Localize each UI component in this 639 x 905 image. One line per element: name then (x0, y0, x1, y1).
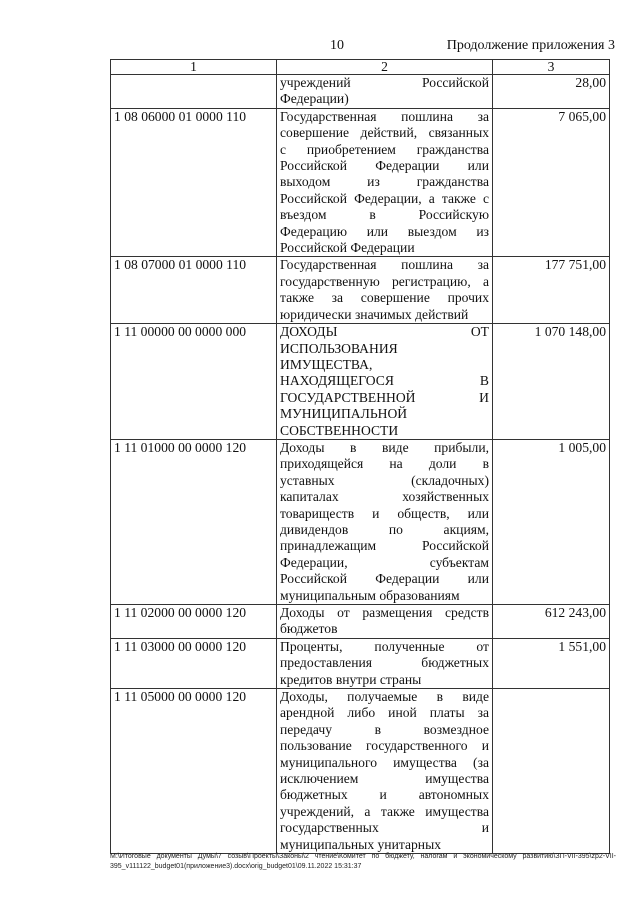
description-cell (277, 638, 493, 688)
description-line: бюджетных и автономных (280, 787, 489, 803)
description-line: выходом из гражданства (280, 174, 489, 190)
table-row (111, 605, 610, 639)
description-line: Российской Федерации, а также с (280, 190, 489, 206)
description-cell (277, 324, 493, 440)
description-cell (277, 689, 493, 854)
description-line: учреждений Российской (280, 75, 489, 90)
budget-code-cell: 1 11 02000 00 0000 120 (111, 605, 277, 639)
column-number-1: 1 (111, 60, 277, 75)
description-line: капиталах хозяйственных (280, 489, 489, 505)
table-row (111, 108, 610, 257)
description-line: ДОХОДЫ ОТ (280, 324, 489, 340)
description-cell (277, 605, 493, 639)
amount-cell: 1 005,00 (493, 439, 610, 604)
description-line: юридически значимых действий (280, 306, 469, 322)
column-number-2: 2 (277, 60, 493, 75)
description-line: предоставления бюджетных (280, 655, 489, 671)
table-row (111, 638, 610, 688)
description-line: также за совершение прочих (280, 290, 489, 306)
description-line: арендной либо иной платы за (280, 705, 489, 721)
amount-cell: 1 070 148,00 (493, 324, 610, 440)
description-line: Федерации) (280, 91, 349, 107)
budget-code-cell: 1 11 00000 00 0000 000 (111, 324, 277, 440)
description-line: с приобретением гражданства (280, 141, 489, 157)
column-number-3: 3 (493, 60, 610, 75)
description-line: ГОСУДАРСТВЕННОЙ И (280, 389, 489, 405)
description-line: учреждений, а также имущества (280, 803, 489, 819)
description-line: ИМУЩЕСТВА, (280, 356, 373, 372)
table-row (111, 324, 610, 440)
amount-cell: 28,00 (493, 75, 610, 109)
table-row (111, 257, 610, 324)
description-line: ИСПОЛЬЗОВАНИЯ (280, 340, 398, 356)
description-line: дивидендов по акциям, (280, 521, 489, 537)
page-number: 10 (330, 38, 344, 53)
revenue-table (110, 59, 610, 854)
description-cell (277, 75, 493, 109)
description-line: Государственная пошлина за (280, 257, 489, 273)
description-line: государственных и (280, 820, 489, 836)
description-line: кредитов внутри страны (280, 671, 422, 687)
description-line: пользование государственного и (280, 738, 489, 754)
description-line: МУНИЦИПАЛЬНОЙ (280, 406, 408, 422)
description-line: Федерацию или выездом из (280, 223, 489, 239)
description-cell (277, 108, 493, 257)
description-line: муниципальных унитарных (280, 836, 442, 852)
description-line: Государственная пошлина за (280, 108, 489, 124)
description-line: государственную регистрацию, а (280, 273, 489, 289)
description-line: Доходы от размещения средств (280, 605, 489, 620)
table-row (111, 689, 610, 854)
budget-code-cell: 1 11 05000 00 0000 120 (111, 689, 277, 854)
description-line: Федерации, субъектам (280, 554, 489, 570)
description-line: муниципальным образованиям (280, 587, 460, 603)
description-line: уставных (складочных) (280, 472, 489, 488)
description-line: принадлежащим Российской (280, 538, 489, 554)
description-line: передачу в возмездное (280, 721, 489, 737)
description-line: Российской Федерации (280, 240, 415, 256)
budget-code-cell: 1 08 06000 01 0000 110 (111, 108, 277, 257)
description-line: Доходы в виде прибыли, (280, 439, 489, 455)
description-cell (277, 439, 493, 604)
description-line: НАХОДЯЩЕГОСЯ В (280, 373, 489, 389)
table-row (111, 439, 610, 604)
description-line: Проценты, полученные от (280, 638, 489, 654)
description-line: приходящейся на доли в (280, 456, 489, 472)
amount-cell: 1 551,00 (493, 638, 610, 688)
table-row (111, 75, 610, 109)
description-line: муниципального имущества (за (280, 754, 489, 770)
description-line: Российской Федерации или (280, 571, 489, 587)
amount-cell: 177 751,00 (493, 257, 610, 324)
description-line: бюджетов (280, 621, 338, 637)
amount-cell: 612 243,00 (493, 605, 610, 639)
amount-cell (493, 689, 610, 854)
description-line: СОБСТВЕННОСТИ (280, 422, 399, 438)
budget-code-cell: 1 08 07000 01 0000 110 (111, 257, 277, 324)
document-path-footer: M:\Итоговые документы Думы\7 созыв\Проекты\Законы\2 чтение\Комитет по бюджету, налогам и экономическому развитию\ЗП-VII-395\zp2-VII-395_v111122_budget01(приложение3).docx\orig_budget01\09.11.2022 15:31:37 (110, 853, 616, 870)
description-line: Доходы, получаемые в виде (280, 689, 489, 705)
description-cell (277, 257, 493, 324)
description-line: Российской Федерации или (280, 158, 489, 174)
description-line: товариществ и обществ, или (280, 505, 489, 521)
continuation-title: Продолжение приложения 3 (446, 38, 615, 53)
description-line: въездом в Российскую (280, 207, 489, 223)
budget-code-cell: 1 11 03000 00 0000 120 (111, 638, 277, 688)
column-number-row (111, 60, 610, 75)
budget-code-cell: 1 11 01000 00 0000 120 (111, 439, 277, 604)
amount-cell: 7 065,00 (493, 108, 610, 257)
description-line: совершение действий, связанных (280, 125, 489, 141)
budget-code-cell (111, 75, 277, 109)
description-line: исключением имущества (280, 771, 489, 787)
